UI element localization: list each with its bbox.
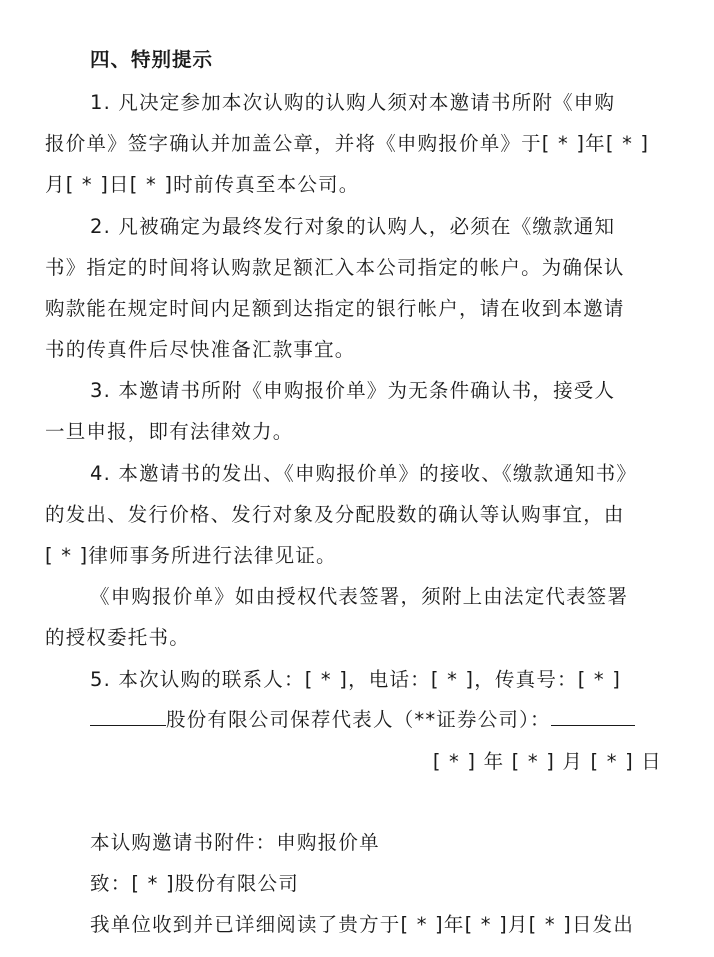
signature-text: 股份有限公司保荐代表人（**证券公司）： — [166, 708, 551, 731]
item-1-line-1: 1. 凡决定参加本次认购的认购人须对本邀请书所附《申购 — [90, 91, 616, 114]
note-line-1: 《申购报价单》如由授权代表签署，须附上由法定代表签署 — [90, 585, 629, 608]
item-4-line-3: [ * ]律师事务所进行法律见证。 — [45, 544, 337, 567]
item-4-line-2: 的发出、发行价格、发行对象及分配股数的确认等认购事宜，由 — [45, 503, 625, 526]
item-4-line-1: 4. 本邀请书的发出、《申购报价单》的接收、《缴款通知书》 — [90, 462, 638, 485]
note-line-2: 的授权委托书。 — [45, 626, 190, 649]
item-1-line-2: 报价单》签字确认并加盖公章，并将《申购报价单》于[ * ]年[ * ] — [45, 132, 650, 155]
section-heading: 四、特别提示 — [90, 48, 214, 71]
item-1-line-3: 月[ * ]日[ * ]时前传真至本公司。 — [45, 173, 360, 196]
item-2-line-4: 书的传真件后尽快准备汇款事宜。 — [45, 338, 356, 361]
item-5-contacts: 5. 本次认购的联系人：[ * ]，电话：[ * ]，传真号：[ * ] — [90, 668, 622, 691]
signature-blank — [551, 707, 635, 726]
item-2-line-1: 2. 凡被确定为最终发行对象的认购人，必须在《缴款通知 — [90, 215, 616, 238]
item-2-line-3: 购款能在规定时间内足额到达指定的银行帐户，请在收到本邀请 — [45, 297, 625, 320]
item-3-line-1: 3. 本邀请书所附《申购报价单》为无条件确认书，接受人 — [90, 379, 616, 402]
item-2-line-2: 书》指定的时间将认购款足额汇入本公司指定的帐户。为确保认 — [45, 256, 625, 279]
signature-date: [ * ] 年 [ * ] 月 [ * ] 日 — [432, 750, 662, 773]
attachment-addressee: 致：[ * ]股份有限公司 — [90, 872, 299, 895]
item-3-line-2: 一旦申报，即有法律效力。 — [45, 420, 294, 443]
signature-line — [90, 707, 635, 733]
attachment-title: 本认购邀请书附件：申购报价单 — [90, 831, 380, 854]
company-name-blank — [90, 707, 166, 726]
attachment-body-line-1: 我单位收到并已详细阅读了贵方于[ * ]年[ * ]月[ * ]日发出 — [90, 913, 635, 936]
